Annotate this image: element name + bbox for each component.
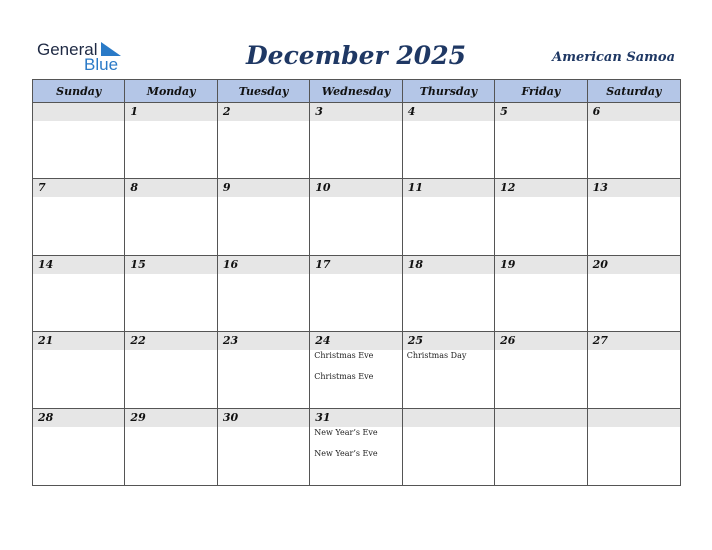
day-cell <box>495 103 587 179</box>
day-number: 19 <box>500 257 516 271</box>
day-cell <box>125 103 217 179</box>
day-number: 9 <box>222 181 231 195</box>
weekday-header-friday: Friday <box>495 80 587 103</box>
day-cell <box>588 179 680 255</box>
day-number-band <box>403 103 494 121</box>
day-cell <box>310 256 402 332</box>
day-number-band <box>588 179 680 197</box>
weekday-header-monday: Monday <box>125 80 217 103</box>
day-number-band <box>403 332 494 350</box>
day-number-band <box>495 103 586 121</box>
day-number: 24 <box>315 334 331 348</box>
day-number-band <box>588 409 680 427</box>
day-number: 14 <box>38 257 54 271</box>
day-cell <box>403 256 495 332</box>
day-number-band <box>310 103 401 121</box>
day-cell <box>588 332 680 408</box>
day-number: 23 <box>222 334 239 348</box>
weekday-header-thursday: Thursday <box>403 80 495 103</box>
day-number: 16 <box>222 257 239 271</box>
day-cell <box>33 103 125 179</box>
day-number: 18 <box>407 257 424 271</box>
logo-word-general: General <box>37 40 98 59</box>
day-number-band <box>403 256 494 274</box>
day-number: 30 <box>222 410 239 424</box>
day-number: 7 <box>38 181 46 195</box>
day-number: 26 <box>500 334 516 348</box>
day-cell <box>403 332 495 408</box>
holiday-event: New Year’s Eve <box>314 427 378 437</box>
day-number: 13 <box>592 181 608 195</box>
day-number: 8 <box>130 181 139 195</box>
day-cell <box>403 179 495 255</box>
day-number-band <box>495 256 586 274</box>
day-cell <box>403 409 495 485</box>
day-number-band <box>310 409 401 427</box>
day-cell <box>403 103 495 179</box>
day-number-band <box>125 256 216 274</box>
day-number-band <box>495 179 586 197</box>
day-cell <box>33 256 125 332</box>
day-cell <box>218 332 310 408</box>
day-number: 11 <box>407 181 424 195</box>
day-number: 2 <box>222 105 231 118</box>
region-label: American Samoa <box>552 50 675 65</box>
day-number-band <box>218 103 309 121</box>
day-number: 20 <box>592 257 608 271</box>
day-number-band <box>588 103 680 121</box>
day-number-band <box>403 409 494 427</box>
day-number: 4 <box>407 105 416 118</box>
day-number: 10 <box>315 181 331 195</box>
weekday-header-saturday: Saturday <box>588 80 680 103</box>
day-number-band <box>495 332 586 350</box>
day-number: 6 <box>592 105 601 118</box>
holiday-event: New Year’s Eve <box>314 448 378 458</box>
day-cell <box>218 409 310 485</box>
day-number: 25 <box>407 334 424 348</box>
day-number: 12 <box>500 181 516 195</box>
day-cell <box>588 256 680 332</box>
calendar-title: December 2025 <box>245 41 466 70</box>
day-cell <box>33 179 125 255</box>
holiday-event: Christmas Day <box>406 351 467 361</box>
day-number: 31 <box>315 410 331 424</box>
day-number-band <box>310 179 401 197</box>
day-cell <box>588 409 680 485</box>
day-number-band <box>218 179 309 197</box>
day-number-band <box>218 409 309 427</box>
day-number-band <box>33 256 124 274</box>
day-cell <box>495 179 587 255</box>
day-number: 21 <box>38 334 54 348</box>
day-cell <box>310 332 402 408</box>
day-cell <box>125 409 217 485</box>
day-number-band <box>125 409 216 427</box>
day-number: 3 <box>315 105 323 118</box>
day-number-band <box>125 332 216 350</box>
day-number-band <box>588 332 680 350</box>
day-cell <box>125 256 217 332</box>
day-cell <box>310 179 402 255</box>
calendar-grid <box>32 79 681 486</box>
holiday-event: Christmas Eve <box>314 351 374 361</box>
day-number-band <box>495 409 586 427</box>
day-cell <box>125 332 217 408</box>
day-number-band <box>310 256 401 274</box>
day-cell <box>218 179 310 255</box>
day-number: 28 <box>38 410 54 424</box>
day-number-band <box>125 103 216 121</box>
day-number-band <box>310 332 401 350</box>
day-cell <box>33 332 125 408</box>
day-number-band <box>403 179 494 197</box>
day-cell <box>588 103 680 179</box>
day-cell <box>218 256 310 332</box>
day-cell <box>33 409 125 485</box>
day-cell <box>310 409 402 485</box>
day-number-band <box>218 256 309 274</box>
day-cell <box>495 409 587 485</box>
weekday-header-tuesday: Tuesday <box>218 80 310 103</box>
day-number: 27 <box>592 334 608 348</box>
day-number: 17 <box>315 257 331 271</box>
day-number-band <box>33 332 124 350</box>
day-cell <box>218 103 310 179</box>
day-cell <box>125 179 217 255</box>
day-cell <box>310 103 402 179</box>
day-number: 1 <box>130 105 139 118</box>
day-cell <box>495 332 587 408</box>
day-number-band <box>33 409 124 427</box>
weekday-header-sunday: Sunday <box>33 80 125 103</box>
day-number-band <box>33 103 124 121</box>
day-number: 29 <box>130 410 146 424</box>
day-number-band <box>588 256 680 274</box>
day-number-band <box>125 179 216 197</box>
day-number: 22 <box>130 334 146 348</box>
weekday-header-wednesday: Wednesday <box>310 80 402 103</box>
day-cell <box>495 256 587 332</box>
day-number-band <box>33 179 124 197</box>
day-number: 15 <box>130 257 146 271</box>
day-number: 5 <box>500 105 508 118</box>
day-number-band <box>218 332 309 350</box>
logo-word-blue: Blue <box>84 55 119 74</box>
holiday-event: Christmas Eve <box>314 372 374 382</box>
